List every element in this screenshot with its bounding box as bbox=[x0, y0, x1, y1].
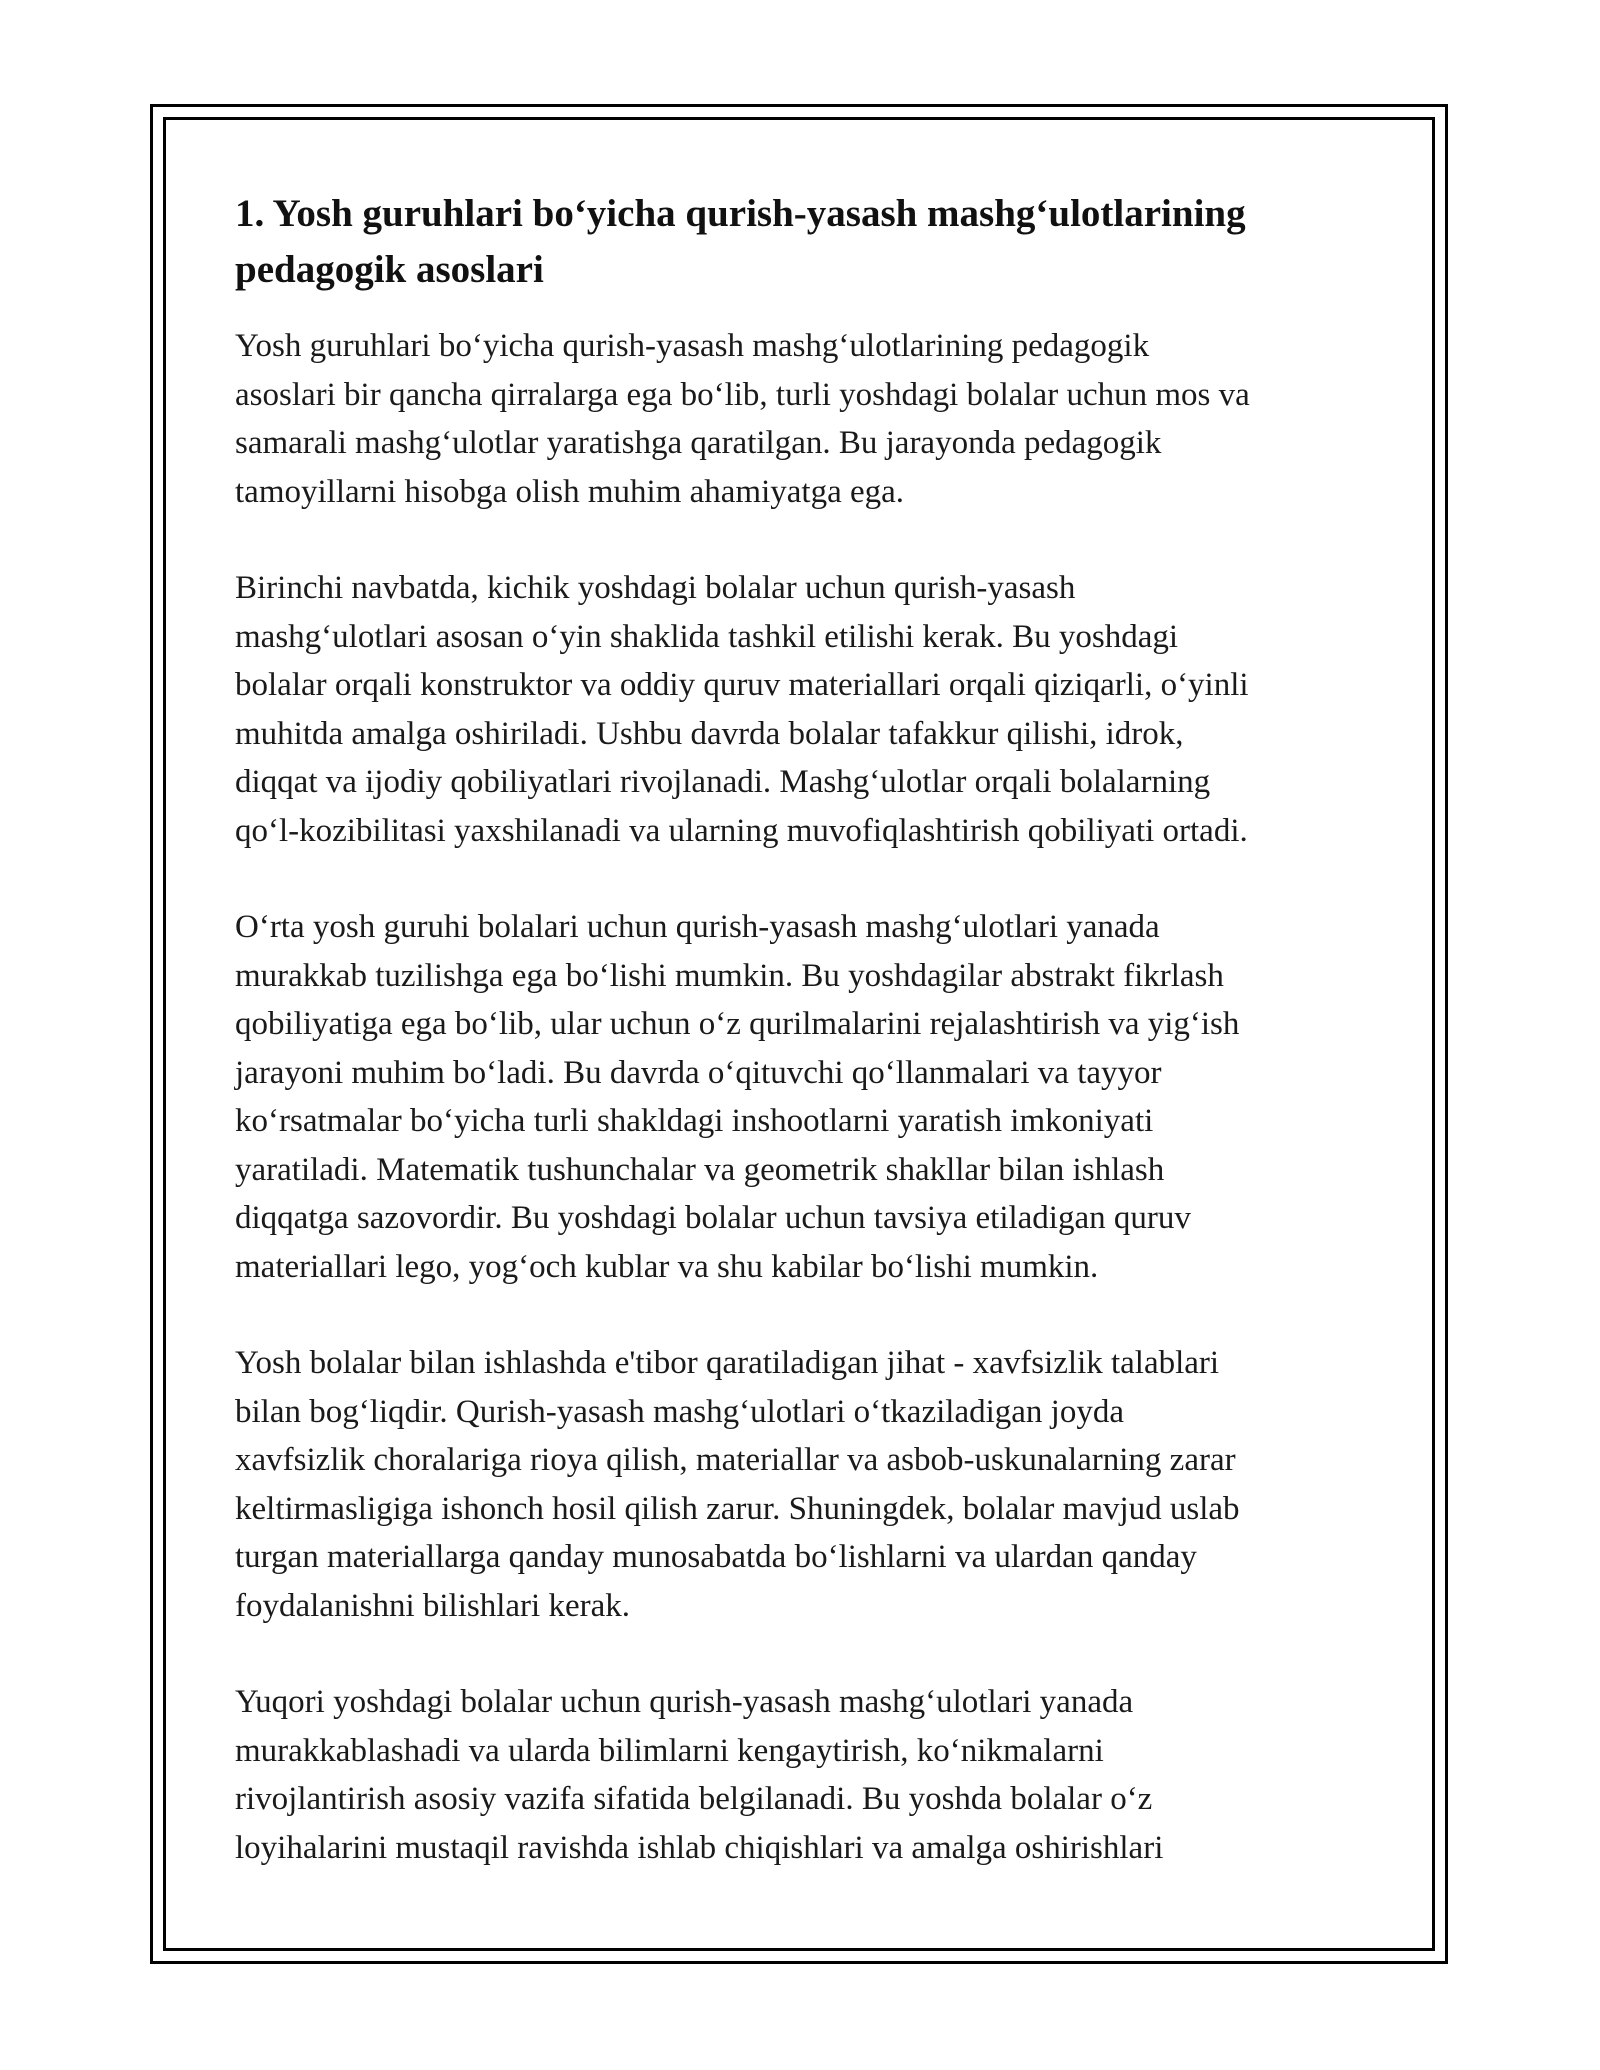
text-line: yaratiladi. Matematik tushunchalar va geometrik shakllar bilan ishlash bbox=[235, 1151, 1165, 1188]
paragraph-4 bbox=[235, 1339, 1375, 1630]
paragraph-2 bbox=[235, 564, 1375, 855]
paragraph-1 bbox=[235, 322, 1375, 516]
text-line: keltirmasligiga ishonch hosil qilish zarur. Shuningdek, bolalar mavjud uslab bbox=[235, 1490, 1240, 1527]
text-line: bolalar orqali konstruktor va oddiy quruv materiallari orqali qiziqarli, o‘yinli bbox=[235, 667, 1249, 703]
text-line: Yuqori yoshdagi bolalar uchun qurish-yasash mashg‘ulotlari yanada bbox=[235, 1684, 1134, 1720]
text-line: mashg‘ulotlari asosan o‘yin shaklida tashkil etilishi kerak. Bu yoshdagi bbox=[235, 618, 1179, 655]
text-line: jarayoni muhim bo‘ladi. Bu davrda o‘qituvchi qo‘llanmalari va tayyor bbox=[235, 1054, 1162, 1091]
text-line: O‘rta yosh guruhi bolalari uchun qurish-yasash mashg‘ulotlari yanada bbox=[235, 909, 1160, 945]
text-line: Yosh guruhlari bo‘yicha qurish-yasash mashg‘ulotlarining pedagogik bbox=[235, 328, 1150, 364]
text-line: Birinchi navbatda, kichik yoshdagi bolalar uchun qurish-yasash bbox=[235, 570, 1076, 606]
text-line: xavfsizlik choralariga rioya qilish, materiallar va asbob-uskunalarning zarar bbox=[235, 1442, 1236, 1478]
text-line: diqqatga sazovordir. Bu yoshdagi bolalar uchun tavsiya etiladigan quruv bbox=[235, 1200, 1191, 1236]
heading-line: pedagogik asoslari bbox=[235, 248, 544, 291]
text-line: materiallari lego, yog‘och kublar va shu kabilar bo‘lishi mumkin. bbox=[235, 1248, 1099, 1285]
text-line: ko‘rsatmalar bo‘yicha turli shakldagi inshootlarni yaratish imkoniyati bbox=[235, 1103, 1154, 1139]
text-line: qo‘l-kozibilitasi yaxshilanadi va ularning muvofiqlashtirish qobiliyati ortadi. bbox=[235, 812, 1248, 849]
text-line: qobiliyatiga ega bo‘lib, ular uchun o‘z qurilmalarini rejalashtirish va yig‘ish bbox=[235, 1006, 1240, 1042]
document-content bbox=[235, 186, 1375, 1920]
text-line: turgan materiallarga qanday munosabatda bo‘lishlarni va ulardan qanday bbox=[235, 1539, 1197, 1575]
heading-line: 1. Yosh guruhlari bo‘yicha qurish-yasash mashg‘ulotlarining bbox=[235, 192, 1246, 235]
paragraph-5 bbox=[235, 1678, 1375, 1872]
text-line: diqqat va ijodiy qobiliyatlari rivojlanadi. Mashg‘ulotlar orqali bolalarning bbox=[235, 764, 1211, 800]
text-line: murakkablashadi va ularda bilimlarni kengaytirish, ko‘nikmalarni bbox=[235, 1732, 1104, 1769]
text-line: samarali mashg‘ulotlar yaratishga qaratilgan. Bu jarayonda pedagogik bbox=[235, 425, 1162, 461]
text-line: asoslari bir qancha qirralarga ega bo‘lib, turli yoshdagi bolalar uchun mos va bbox=[235, 376, 1250, 413]
text-line: tamoyillarni hisobga olish muhim ahamiyatga ega. bbox=[235, 473, 905, 510]
text-line: foydalanishni bilishlari kerak. bbox=[235, 1587, 630, 1624]
text-line: rivojlantirish asosiy vazifa sifatida belgilanadi. Bu yoshda bolalar o‘z bbox=[235, 1781, 1153, 1817]
section-heading bbox=[235, 186, 1375, 298]
text-line: muhitda amalga oshiriladi. Ushbu davrda bolalar tafakkur qilishi, idrok, bbox=[235, 715, 1184, 752]
paragraph-3 bbox=[235, 903, 1375, 1291]
text-line: bilan bog‘liqdir. Qurish-yasash mashg‘ulotlari o‘tkaziladigan joyda bbox=[235, 1393, 1124, 1430]
text-line: loyihalarini mustaqil ravishda ishlab chiqishlari va amalga oshirishlari bbox=[235, 1829, 1164, 1866]
text-line: Yosh bolalar bilan ishlashda e'tibor qaratiladigan jihat - xavfsizlik talablari bbox=[235, 1345, 1220, 1381]
text-line: murakkab tuzilishga ega bo‘lishi mumkin. Bu yoshdagilar abstrakt fikrlash bbox=[235, 957, 1224, 994]
